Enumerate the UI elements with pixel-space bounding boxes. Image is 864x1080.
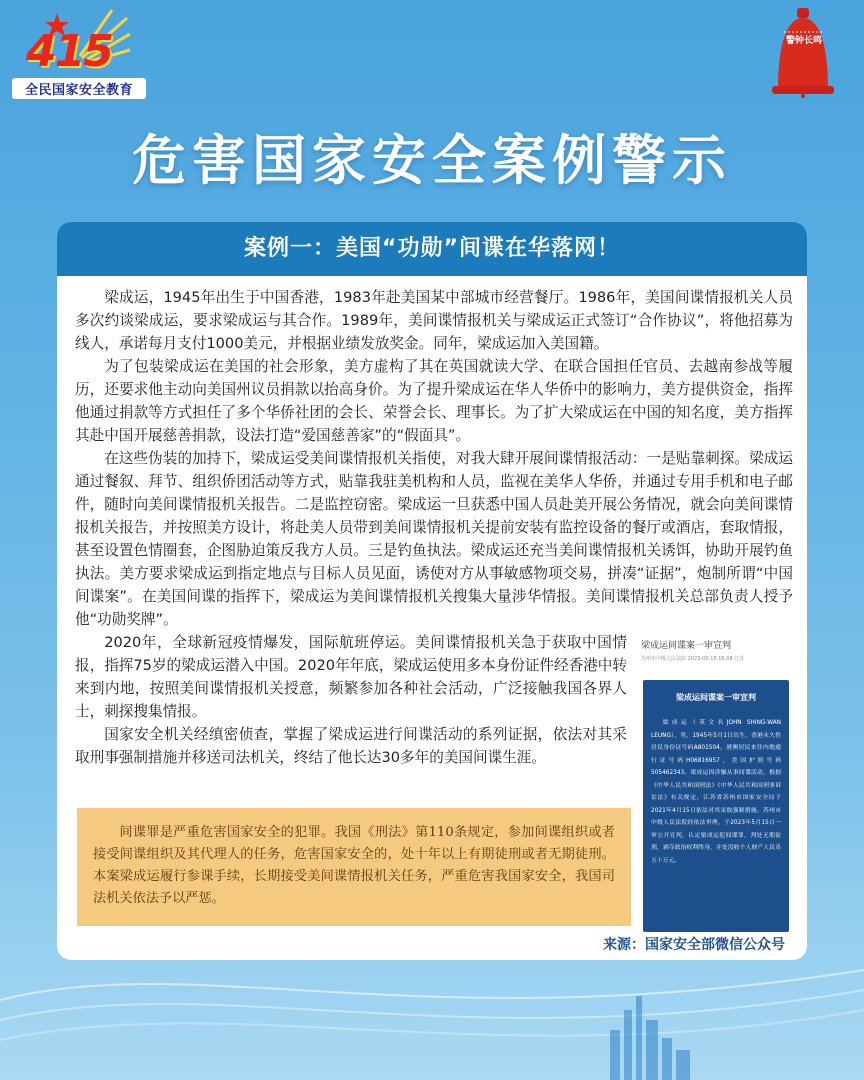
bell-text: 警钟长鸣 bbox=[786, 36, 823, 46]
law-note bbox=[77, 808, 631, 926]
inset-title: 梁成运间谍案一审宣判 bbox=[641, 641, 732, 651]
paragraph: 2020年，全球新冠疫情爆发，国际航班停运。美间谍情报机关急于获取中国情报，指挥75岁的梁成运潜入中国。2020年年底，梁成运使用多本身份证件经香港中转来到内地，按照美间谍情报机关授意，频繁参加各种社会活动，广泛接触我国各界人士，刺探搜集情报。 bbox=[75, 634, 627, 720]
paragraph: 为了包装梁成运在美国的社会形象，美方虚构了其在英国就读大学、在联合国担任官员、去越南参战等履历，还要求他主动向美国州议员捐款以抬高身价。为了提升梁成运在华人华侨中的影响力，美方提供资金，指挥他通过捐款等方式担任了多个华侨社团的会长、荣誉会长、理事长。为了扩大梁成运在中国的知名度，美方指挥其赴中国开展慈善捐款，设法打造“爱国慈善家”的“假面具”。 bbox=[75, 358, 793, 444]
bell-icon bbox=[768, 6, 838, 98]
case-card bbox=[57, 222, 807, 960]
logo-number: 415 bbox=[26, 26, 112, 77]
paragraph: 梁成运，1945年出生于中国香港，1983年赴美国某中部城市经营餐厅。1986年，美国间谍情报机关人员多次约谈梁成运，要求梁成运与其合作。1989年，美间谍情报机关与梁成运正式签订“合作协议”，将他招募为线人，承诺每月支付1000美元，并根据业绩发放奖金。同年，梁成运加入美国籍。 bbox=[75, 289, 793, 352]
inset-panel-body: 梁成运（英文名JOHN SHING-WAN LEUNG），男，1945年5月1日出生，香港永久性居民身份证号码A801504，港澳居民来往内地通行证号码H06816957，美国护照号码505462343。梁成运因涉嫌从事间谍活动，根据《中华人民共和国刑法》《中华人民共和国刑事诉讼法》有关规定，江苏省苏州市国家安全局于2021年4月15日依法对其采取强制措施。苏州市中级人民法院经依法审理，于2023年5月15日一审公开宣判，认定梁成运犯间谍罪，判处无期徒刑，剥夺政治权利终身，并处没收个人财产人民币五十万元。 bbox=[651, 720, 781, 864]
inset-panel-title: 梁成运间谍案一审宣判 bbox=[676, 693, 756, 702]
paragraph: 国家安全机关经缜密侦查，掌握了梁成运进行间谍活动的系列证据，依法对其采取刑事强制措施并移送司法机关，终结了他长达30多年的美国间谍生涯。 bbox=[75, 726, 627, 766]
logo-415 bbox=[12, 8, 132, 100]
page-title: 危害国家安全案例警示 bbox=[132, 128, 732, 192]
inset-meta: 苏州市中级人民法院 2023-05-15 16:08 江苏 bbox=[641, 656, 745, 662]
case-header: 案例一：美国“功勋”间谍在华落网！ bbox=[57, 222, 807, 276]
source-label: 来源：国家安全部微信公众号 bbox=[603, 937, 785, 953]
paragraph: 在这些伪装的加持下，梁成运受美间谍情报机关指使，对我大肆开展间谍情报活动：一是贴靠刺探。梁成运通过餐叙、拜节、组织侨团活动等方式，贴靠我驻美机构和人员，监视在美华人华侨，并通过专用手机和电子邮件，随时向美间谍情报机关报告。二是监控窃密。梁成运一旦获悉中国人员赴美开展公务情况，就会向美间谍情报机关报告，并按照美方设计，将赴美人员带到美间谍情报机关提前安装有监控设备的餐厅或酒店，套取情报，甚至设置色情圈套，企图胁迫策反我方人员。三是钓鱼执法。梁成运还充当美间谍情报机关诱饵，协助开展钓鱼执法。美方要求梁成运到指定地点与目标人员见面，诱使对方从事敏感物项交易，拼凑“证据”，炮制所谓“中国间谍案”。在美国间谍的指挥下，梁成运为美间谍情报机关搜集大量涉华情报。美间谍情报机关总部负责人授予他“功勋奖牌”。 bbox=[75, 450, 793, 628]
inset-panel bbox=[643, 680, 789, 932]
law-note-text: 间谍罪是严重危害国家安全的犯罪。我国《刑法》第110条规定，参加间谍组织或者接受间谍组织及其代理人的任务，危害国家安全的，处十年以上有期徒刑或者无期徒刑。本案梁成运履行参课手续，长期接受美间谍情报机关任务，严重危害我国家安全，我国司法机关依法予以严惩。 bbox=[93, 825, 615, 906]
logo-caption: 全民国家安全教育 bbox=[12, 78, 146, 99]
verdict-screenshot bbox=[641, 640, 791, 932]
